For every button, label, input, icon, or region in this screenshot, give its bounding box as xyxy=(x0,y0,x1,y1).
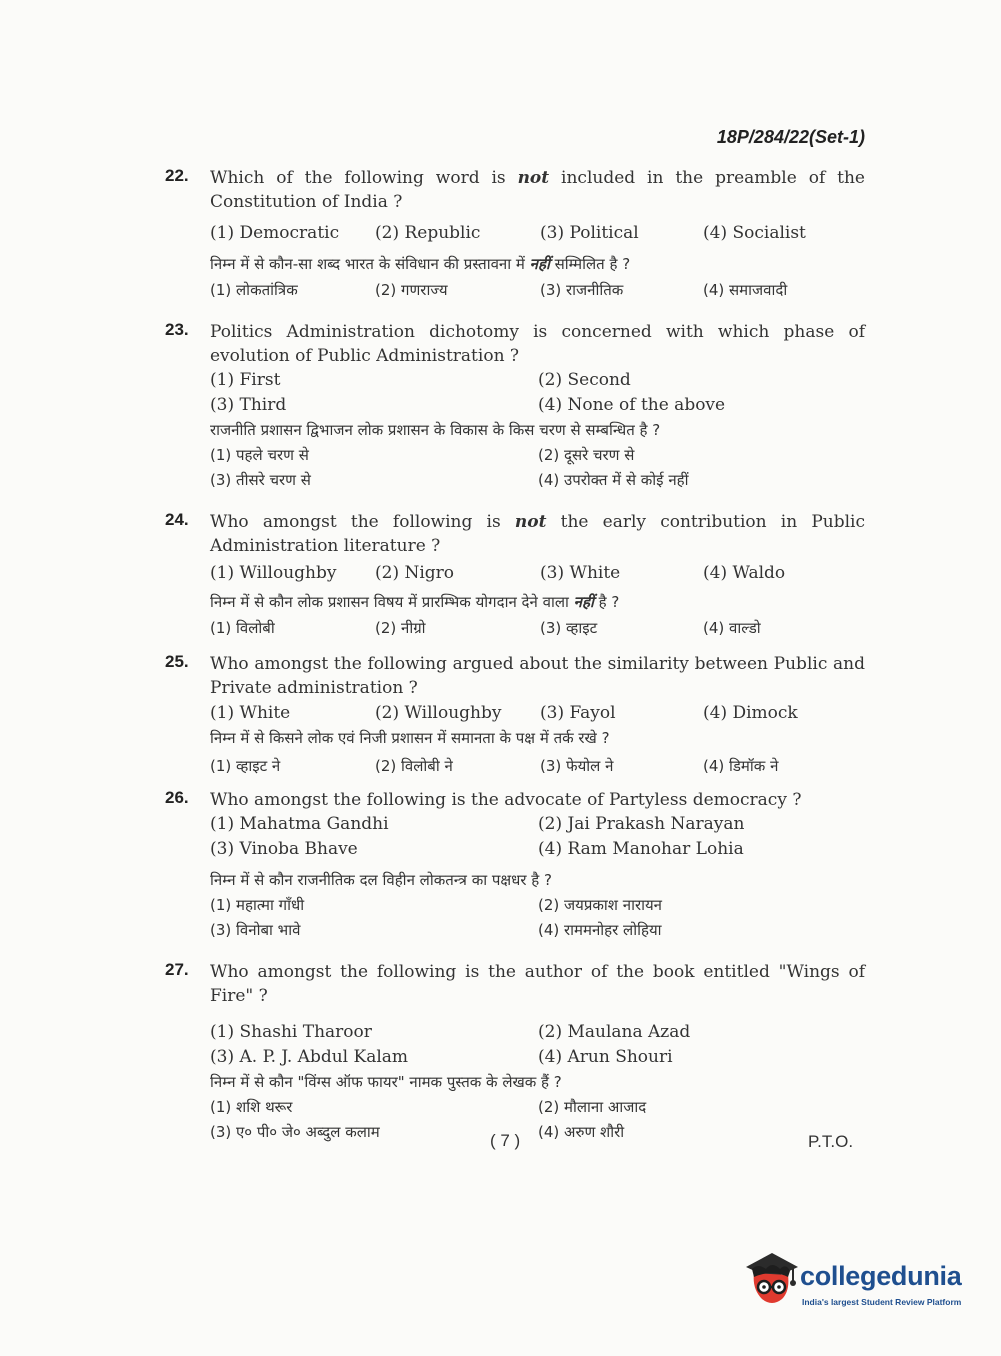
option-1-hindi: (1) महात्मा गाँधी xyxy=(210,896,305,914)
option-3-hindi: (3) ए० पी० जे० अब्दुल कलाम xyxy=(210,1123,380,1141)
question-23 xyxy=(165,320,865,493)
option-3: (3) Fayol xyxy=(540,703,616,723)
question-number: 25. xyxy=(165,652,189,671)
option-4: (4) Socialist xyxy=(703,223,806,243)
option-4-hindi: (4) डिमॉक ने xyxy=(703,757,779,775)
option-1: (1) White xyxy=(210,703,291,723)
question-number: 27. xyxy=(165,960,189,979)
question-text: Who amongst the following is not the early contribution in Public Administration literature ? xyxy=(210,512,866,556)
question-number: 24. xyxy=(165,510,189,529)
question-text-hindi: निम्न में से कौन लोक प्रशासन विषय में प्रारम्भिक योगदान देने वाला नहीं है ? xyxy=(210,593,620,611)
pto-label: P.T.O. xyxy=(808,1132,854,1151)
option-4-hindi: (4) समाजवादी xyxy=(703,281,788,299)
paper-code: 18P/284/22(Set-1) xyxy=(716,127,865,147)
question-text-hindi: निम्न में से कौन राजनीतिक दल विहीन लोकतन्त्र का पक्षधर है ? xyxy=(210,871,552,889)
option-2-hindi: (2) दूसरे चरण से xyxy=(538,446,635,464)
question-27 xyxy=(165,960,865,1145)
option-2: (2) Jai Prakash Narayan xyxy=(538,814,745,834)
options-row-hindi xyxy=(210,615,865,641)
option-3: (3) White xyxy=(540,563,621,583)
options-grid-hindi xyxy=(210,443,865,493)
option-2-hindi: (2) गणराज्य xyxy=(375,281,448,299)
option-4: (4) None of the above xyxy=(538,395,726,415)
option-3: (3) Third xyxy=(210,395,287,415)
collegedunia-logo[interactable] xyxy=(742,1247,972,1317)
option-3-hindi: (3) राजनीतिक xyxy=(540,281,624,299)
option-3-hindi: (3) विनोबा भावे xyxy=(210,921,301,939)
question-text: Who amongst the following argued about the similarity between Public and Private administration ? xyxy=(210,654,865,698)
question-text-hindi: निम्न में से कौन-सा शब्द भारत के संविधान की प्रस्तावना में नहीं सम्मिलित है ? xyxy=(210,255,631,273)
option-4-hindi: (4) अरुण शौरी xyxy=(538,1123,625,1141)
option-1-hindi: (1) पहले चरण से xyxy=(210,446,309,464)
question-24 xyxy=(165,510,865,641)
page-number: ( 7 ) xyxy=(490,1131,521,1150)
mascot-icon xyxy=(742,1247,800,1309)
option-4: (4) Dimock xyxy=(703,703,798,723)
option-1: (1) Mahatma Gandhi xyxy=(210,814,389,834)
option-2-hindi: (2) जयप्रकाश नारायन xyxy=(538,896,663,914)
question-text-hindi: राजनीति प्रशासन द्विभाजन लोक प्रशासन के विकास के किस चरण से सम्बन्धित है ? xyxy=(210,421,661,439)
question-text: Who amongst the following is the advocate of Partyless democracy ? xyxy=(210,790,802,810)
question-number: 26. xyxy=(165,788,189,807)
option-2: (2) Willoughby xyxy=(375,703,502,723)
options-grid-hindi xyxy=(210,1095,865,1145)
question-25 xyxy=(165,652,865,779)
option-3: (3) Political xyxy=(540,223,639,243)
option-4: (4) Ram Manohar Lohia xyxy=(538,839,744,859)
question-text-hindi: निम्न में से किसने लोक एवं निजी प्रशासन में समानता के पक्ष में तर्क रखे ? xyxy=(210,729,610,747)
option-2: (2) Maulana Azad xyxy=(538,1022,691,1042)
option-4-hindi: (4) राममनोहर लोहिया xyxy=(538,921,662,939)
question-text: Who amongst the following is the author of the book entitled "Wings of Fire" ? xyxy=(210,962,865,1006)
option-1-hindi: (1) शशि थरूर xyxy=(210,1098,293,1116)
option-1: (1) Willoughby xyxy=(210,563,337,583)
option-3: (3) A. P. J. Abdul Kalam xyxy=(210,1047,409,1067)
option-3-hindi: (3) तीसरे चरण से xyxy=(210,471,311,489)
option-1: (1) Democratic xyxy=(210,223,340,243)
question-number: 23. xyxy=(165,320,189,339)
logo-tagline: India's largest Student Review Platform xyxy=(802,1297,962,1307)
options-grid xyxy=(210,1020,865,1070)
question-text: Politics Administration dichotomy is concerned with which phase of evolution of Public Administration ? xyxy=(210,322,865,366)
option-2: (2) Nigro xyxy=(375,563,455,583)
option-2: (2) Second xyxy=(538,370,631,390)
option-4-hindi: (4) वाल्डो xyxy=(703,619,761,637)
option-4: (4) Waldo xyxy=(703,563,786,583)
options-row xyxy=(210,220,865,246)
option-1-hindi: (1) व्हाइट ने xyxy=(210,757,281,775)
question-text: Which of the following word is not included in the preamble of the Constitution of India ? xyxy=(210,168,865,212)
option-1-hindi: (1) लोकतांत्रिक xyxy=(210,281,298,299)
option-2: (2) Republic xyxy=(375,223,481,243)
option-3: (3) Vinoba Bhave xyxy=(210,839,358,859)
question-22 xyxy=(165,166,865,303)
option-1-hindi: (1) विलोबी xyxy=(210,619,275,637)
options-row xyxy=(210,560,865,586)
options-row xyxy=(210,700,865,726)
option-2-hindi: (2) नीग्रो xyxy=(375,619,426,637)
logo-name: collegedunia xyxy=(800,1261,962,1291)
option-1: (1) First xyxy=(210,370,281,390)
option-4-hindi: (4) उपरोक्त में से कोई नहीं xyxy=(538,471,689,489)
option-2-hindi: (2) मौलाना आजाद xyxy=(538,1098,647,1116)
options-row-hindi xyxy=(210,277,865,303)
option-2-hindi: (2) विलोबी ने xyxy=(375,757,453,775)
option-4: (4) Arun Shouri xyxy=(538,1047,673,1067)
options-row-hindi xyxy=(210,753,865,779)
option-3-hindi: (3) व्हाइट xyxy=(540,619,598,637)
option-1: (1) Shashi Tharoor xyxy=(210,1022,372,1042)
question-number: 22. xyxy=(165,166,189,185)
question-26 xyxy=(165,788,865,943)
options-grid-hindi xyxy=(210,893,865,943)
option-3-hindi: (3) फेयोल ने xyxy=(540,757,614,775)
options-grid xyxy=(210,812,865,862)
question-text-hindi: निम्न में से कौन "विंग्स ऑफ फायर" नामक पुस्तक के लेखक हैं ? xyxy=(210,1073,562,1091)
options-grid xyxy=(210,368,865,418)
